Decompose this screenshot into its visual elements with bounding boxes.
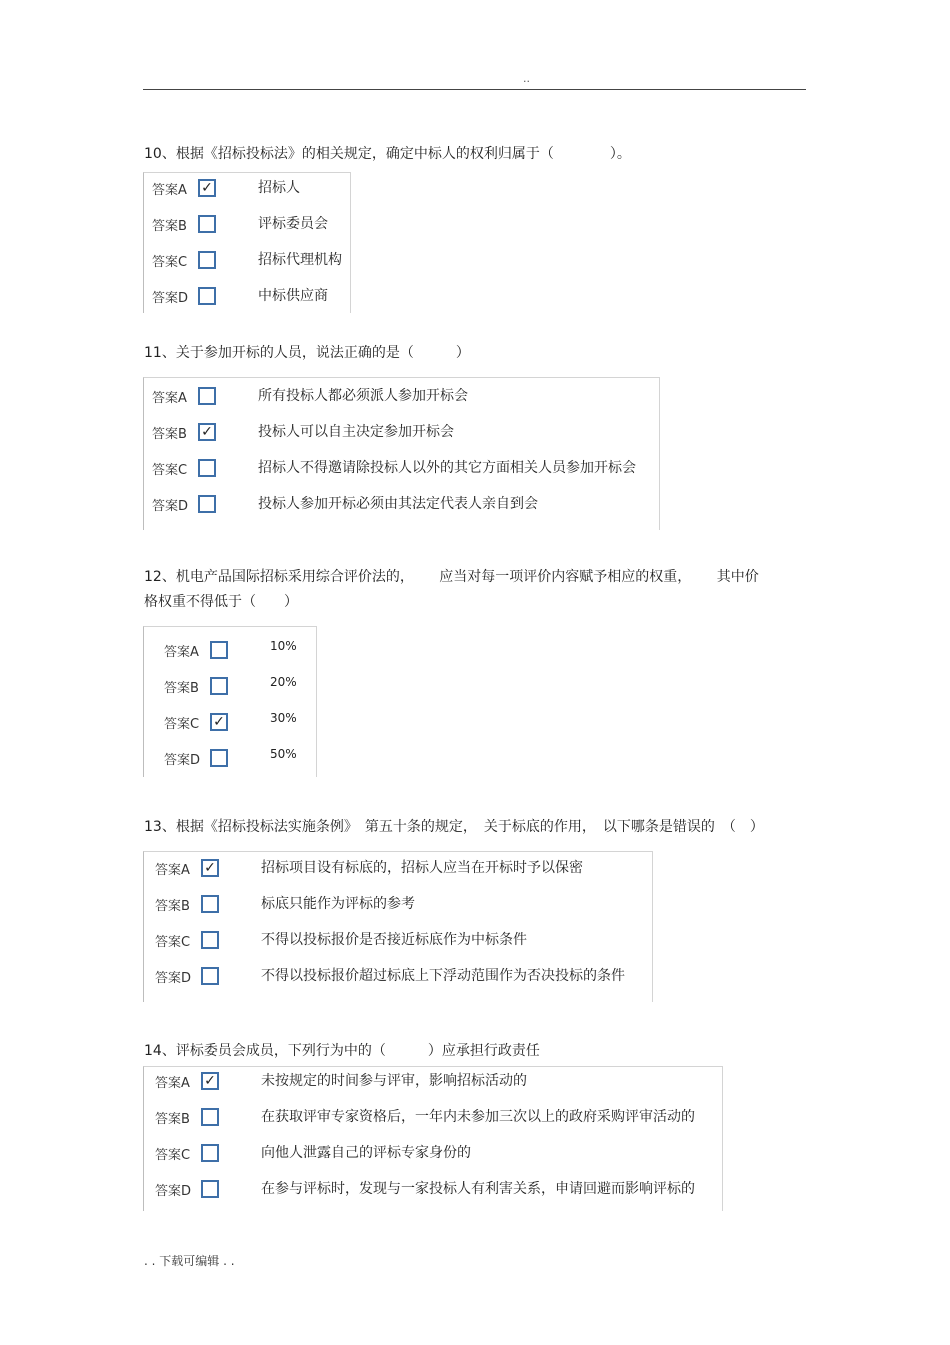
answer-panel-11 xyxy=(143,377,660,530)
option-label: 答案A xyxy=(164,644,199,660)
answer-option-c[interactable] xyxy=(155,927,219,953)
question-line: 机电产品国际招标采用综合评价法的， 应当对每一项评价内容赋予相应的权重， 其中价 xyxy=(175,569,759,585)
option-text: 所有投标人都必须派人参加开标会 xyxy=(258,388,468,404)
question-text xyxy=(144,142,631,167)
option-label: 答案B xyxy=(155,898,190,914)
option-text: 未按规定的时间参与评审，影响招标活动的 xyxy=(261,1073,527,1089)
question-number: 12、 xyxy=(144,569,176,585)
answer-option-a[interactable] xyxy=(155,855,219,881)
header-divider xyxy=(143,89,806,90)
option-label: 答案D xyxy=(155,970,192,986)
option-text: 50% xyxy=(270,747,297,761)
question-13 xyxy=(144,815,764,840)
answer-option-d[interactable] xyxy=(155,963,219,989)
answer-checkbox[interactable] xyxy=(201,967,219,985)
answer-checkbox[interactable] xyxy=(210,641,228,659)
question-text xyxy=(144,815,764,840)
option-label: 答案B xyxy=(155,1111,190,1127)
answer-option-b[interactable] xyxy=(164,673,228,699)
option-text: 不得以投标报价超过标底上下浮动范围作为否决投标的条件 xyxy=(261,968,625,984)
question-11 xyxy=(144,341,470,366)
option-text: 招标人 xyxy=(258,180,300,196)
answer-option-b[interactable] xyxy=(155,891,219,917)
option-text: 标底只能作为评标的参考 xyxy=(261,896,415,912)
answer-panel-14 xyxy=(143,1066,723,1211)
answer-option-d[interactable] xyxy=(155,1176,219,1202)
option-text: 招标人不得邀请除投标人以外的其它方面相关人员参加开标会 xyxy=(258,460,636,476)
question-text xyxy=(144,341,470,366)
option-text: 投标人参加开标必须由其法定代表人亲自到会 xyxy=(258,496,538,512)
answer-panel-12 xyxy=(143,626,317,777)
answer-option-b[interactable] xyxy=(152,419,216,445)
answer-checkbox[interactable]: ✓ xyxy=(201,859,219,877)
answer-option-b[interactable] xyxy=(152,211,216,237)
answer-checkbox[interactable] xyxy=(210,749,228,767)
question-line: 关于参加开标的人员，说法正确的是（ ） xyxy=(175,345,470,361)
answer-checkbox[interactable] xyxy=(198,287,216,305)
answer-panel-10 xyxy=(143,172,351,313)
question-text xyxy=(144,1039,540,1064)
option-text: 评标委员会 xyxy=(258,216,328,232)
answer-option-b[interactable] xyxy=(155,1104,219,1130)
option-text: 投标人可以自主决定参加开标会 xyxy=(258,424,454,440)
answer-checkbox[interactable] xyxy=(201,895,219,913)
answer-option-a[interactable] xyxy=(152,175,216,201)
option-text: 30% xyxy=(270,711,297,725)
option-text: 20% xyxy=(270,675,297,689)
answer-checkbox[interactable] xyxy=(210,677,228,695)
answer-checkbox[interactable] xyxy=(201,1144,219,1162)
option-label: 答案D xyxy=(152,498,189,514)
option-text: 在获取评审专家资格后，一年内未参加三次以上的政府采购评审活动的 xyxy=(261,1109,695,1125)
option-label: 答案C xyxy=(155,1147,191,1163)
question-line: 根据《招标投标法》的相关规定，确定中标人的权利归属于（ ）。 xyxy=(175,146,631,162)
option-text: 向他人泄露自己的评标专家身份的 xyxy=(261,1145,471,1161)
question-text-continued: 格权重不得低于（ ） xyxy=(144,594,298,610)
answer-option-a[interactable] xyxy=(152,383,216,409)
question-line: 评标委员会成员，下列行为中的（ ）应承担行政责任 xyxy=(175,1043,540,1059)
question-text xyxy=(144,565,759,590)
answer-checkbox[interactable]: ✓ xyxy=(201,1072,219,1090)
answer-option-a[interactable] xyxy=(155,1068,219,1094)
answer-option-c[interactable] xyxy=(155,1140,219,1166)
option-text: 招标项目设有标底的，招标人应当在开标时予以保密 xyxy=(261,860,583,876)
option-label: 答案D xyxy=(152,290,189,306)
option-label: 答案D xyxy=(155,1183,192,1199)
answer-checkbox[interactable] xyxy=(198,459,216,477)
option-label: 答案C xyxy=(152,462,188,478)
answer-checkbox[interactable] xyxy=(201,1108,219,1126)
answer-option-c[interactable] xyxy=(164,709,228,735)
option-text: 10% xyxy=(270,639,297,653)
option-label: 答案C xyxy=(155,934,191,950)
question-number: 13、 xyxy=(144,819,176,835)
option-label: 答案C xyxy=(164,716,200,732)
option-label: 答案D xyxy=(164,752,201,768)
page-footer: . . 下载可编辑 . . xyxy=(144,1254,235,1268)
option-label: 答案A xyxy=(155,862,190,878)
answer-option-a[interactable] xyxy=(164,637,228,663)
answer-checkbox[interactable] xyxy=(198,387,216,405)
answer-checkbox[interactable]: ✓ xyxy=(210,713,228,731)
option-label: 答案B xyxy=(152,218,187,234)
answer-option-c[interactable] xyxy=(152,247,216,273)
answer-checkbox[interactable] xyxy=(198,215,216,233)
answer-option-d[interactable] xyxy=(152,491,216,517)
answer-checkbox[interactable] xyxy=(201,1180,219,1198)
question-number: 10、 xyxy=(144,146,176,162)
option-text: 招标代理机构 xyxy=(258,252,342,268)
answer-option-d[interactable] xyxy=(152,283,216,309)
option-label: 答案A xyxy=(152,182,187,198)
option-text: 不得以投标报价是否接近标底作为中标条件 xyxy=(261,932,527,948)
answer-checkbox[interactable] xyxy=(198,251,216,269)
question-number: 14、 xyxy=(144,1043,176,1059)
answer-checkbox[interactable] xyxy=(198,495,216,513)
question-number: 11、 xyxy=(144,345,176,361)
option-label: 答案B xyxy=(164,680,199,696)
question-10 xyxy=(144,142,631,167)
answer-checkbox[interactable]: ✓ xyxy=(198,179,216,197)
option-label: 答案A xyxy=(155,1075,190,1091)
question-line: 根据《招标投标法实施条例》 第五十条的规定， 关于标底的作用， 以下哪条是错误的 （ ） xyxy=(175,819,764,835)
answer-checkbox[interactable]: ✓ xyxy=(198,423,216,441)
answer-option-c[interactable] xyxy=(152,455,216,481)
option-label: 答案B xyxy=(152,426,187,442)
option-label: 答案C xyxy=(152,254,188,270)
option-text: 中标供应商 xyxy=(258,288,328,304)
page-header-mark: .. xyxy=(523,72,530,85)
answer-option-d[interactable] xyxy=(164,745,228,771)
option-text: 在参与评标时，发现与一家投标人有利害关系，申请回避而影响评标的 xyxy=(261,1181,695,1197)
question-12 xyxy=(144,565,759,615)
option-label: 答案A xyxy=(152,390,187,406)
answer-panel-13 xyxy=(143,851,653,1002)
question-14 xyxy=(144,1039,540,1064)
answer-checkbox[interactable] xyxy=(201,931,219,949)
